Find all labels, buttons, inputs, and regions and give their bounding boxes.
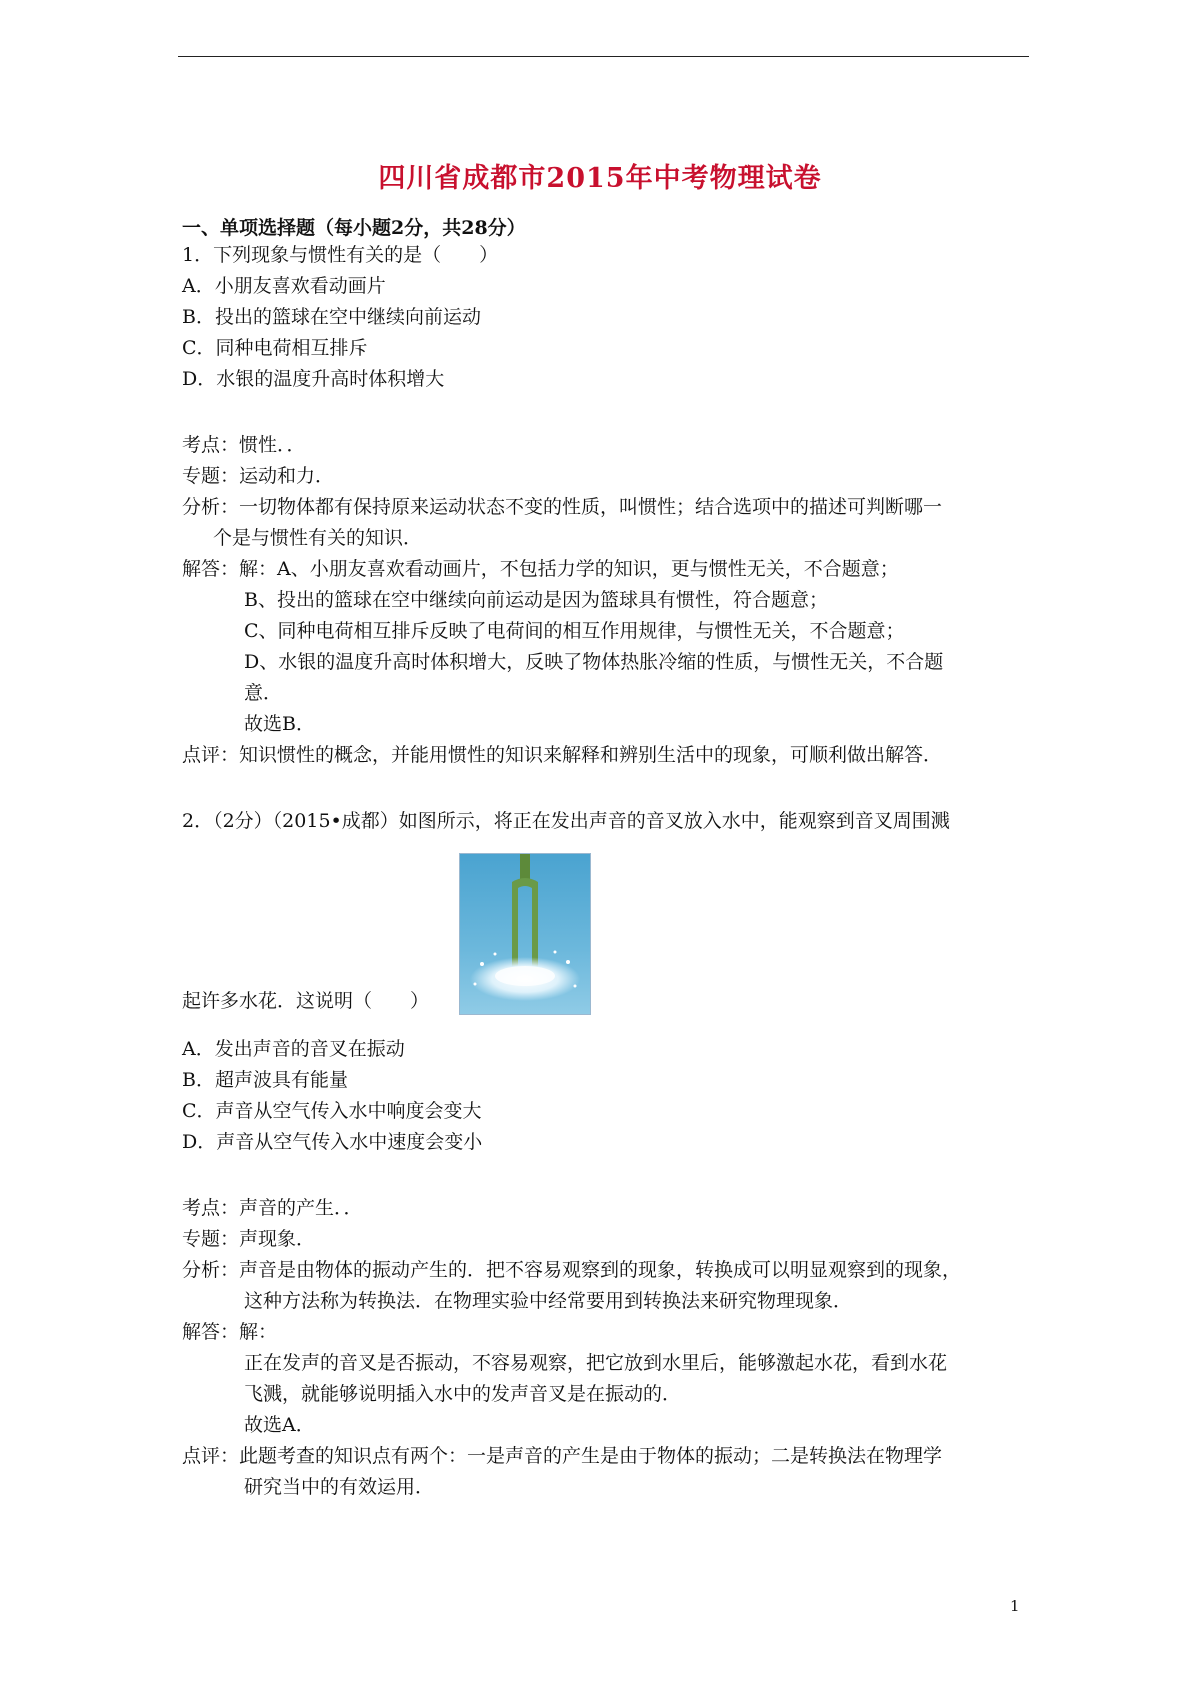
q1-jieda — [182, 558, 899, 580]
q2-dianping-line-1: 此题考查的知识点有两个：一是声音的产生是由于物体的振动；二是转换法在物理学 — [239, 1445, 943, 1467]
q1-fenxi-line-1: 一切物体都有保持原来运动状态不变的性质，叫惯性；结合选项中的描述可判断哪一 — [239, 496, 943, 518]
header-rule — [178, 56, 1029, 57]
q1-jieda-line-6: 故选B． — [244, 713, 315, 735]
q1-jieda-line-4: D、水银的温度升高时体积增大，反映了物体热胀冷缩的性质，与惯性无关，不合题 — [244, 651, 944, 673]
q2-stem-line-1: 2．（2分）（2015•成都）如图所示，将正在发出声音的音叉放入水中，能观察到音叉周围溅 — [182, 810, 950, 832]
q2-jieda-line-4: 故选A． — [244, 1414, 315, 1436]
q1-fenxi — [182, 496, 942, 518]
q1-option-c: C．同种电荷相互排斥 — [182, 337, 368, 359]
section-heading: 一、单项选择题（每小题2分，共28分） — [182, 217, 526, 239]
q1-fenxi-line-2: 个是与惯性有关的知识． — [213, 527, 423, 549]
q2-fenxi — [182, 1259, 961, 1281]
q2-fenxi-line-2: 这种方法称为转换法．在物理实验中经常要用到转换法来研究物理现象． — [244, 1290, 853, 1312]
q2-fenxi-label: 分析： — [182, 1259, 240, 1281]
q2-option-b: B．超声波具有能量 — [182, 1069, 348, 1091]
q2-jieda — [182, 1321, 277, 1343]
q2-option-d: D．声音从空气传入水中速度会变小 — [182, 1131, 483, 1153]
q1-option-b: B．投出的篮球在空中继续向前运动 — [182, 306, 481, 328]
page-number: 1 — [1010, 1597, 1020, 1615]
q1-dianping-label: 点评： — [182, 744, 240, 766]
q2-zhuanti-label: 专题： — [182, 1228, 240, 1250]
q1-dianping — [182, 744, 942, 766]
q1-option-d: D．水银的温度升高时体积增大 — [182, 368, 445, 390]
q2-dianping — [182, 1445, 942, 1467]
q2-zhuanti-text: 声现象． — [239, 1228, 316, 1250]
q1-dianping-text: 知识惯性的概念，并能用惯性的知识来解释和辨别生活中的现象，可顺利做出解答． — [239, 744, 943, 766]
q2-jieda-line-1: 解： — [239, 1321, 278, 1343]
q1-zhuanti-text: 运动和力． — [239, 465, 335, 487]
tuning-fork-in-water-image — [459, 853, 591, 1015]
q2-dianping-line-2: 研究当中的有效运用． — [244, 1476, 435, 1498]
q1-zhuanti-label: 专题： — [182, 465, 240, 487]
q1-jieda-line-3: C、同种电荷相互排斥反映了电荷间的相互作用规律，与惯性无关，不合题意； — [244, 620, 905, 642]
q2-jieda-line-2: 正在发声的音叉是否振动，不容易观察，把它放到水里后，能够激起水花，看到水花 — [244, 1352, 948, 1374]
q1-jieda-line-2: B、投出的篮球在空中继续向前运动是因为篮球具有惯性，符合题意； — [244, 589, 828, 611]
q2-jieda-label: 解答： — [182, 1321, 240, 1343]
q1-option-a: A．小朋友喜欢看动画片 — [182, 275, 386, 297]
q2-option-c: C．声音从空气传入水中响度会变大 — [182, 1100, 482, 1122]
q1-fenxi-label: 分析： — [182, 496, 240, 518]
q2-stem-line-2: 起许多水花．这说明（ ） — [182, 990, 430, 1012]
page-title: 四川省成都市2015年中考物理试卷 — [378, 163, 822, 194]
q2-option-a: A．发出声音的音叉在振动 — [182, 1038, 405, 1060]
q1-stem: 1．下列现象与惯性有关的是（ ） — [182, 244, 499, 266]
q1-jieda-line-1: 解：A、小朋友喜欢看动画片，不包括力学的知识，更与惯性无关，不合题意； — [239, 558, 899, 580]
q2-fenxi-line-1: 声音是由物体的振动产生的．把不容易观察到的现象，转换成可以明显观察到的现象， — [239, 1259, 962, 1281]
q2-jieda-line-3: 飞溅，就能够说明插入水中的发声音叉是在振动的． — [244, 1383, 682, 1405]
q1-jieda-label: 解答： — [182, 558, 240, 580]
q1-jieda-line-5: 意． — [244, 682, 283, 704]
q1-kaodian-text: 惯性．． — [239, 434, 306, 456]
q2-zhuanti — [182, 1228, 315, 1250]
q2-kaodian-label: 考点： — [182, 1197, 240, 1219]
q1-kaodian — [182, 434, 306, 456]
q1-kaodian-label: 考点： — [182, 434, 240, 456]
q2-dianping-label: 点评： — [182, 1445, 240, 1467]
q1-zhuanti — [182, 465, 334, 487]
q2-kaodian — [182, 1197, 363, 1219]
q2-kaodian-text: 声音的产生．． — [239, 1197, 363, 1219]
